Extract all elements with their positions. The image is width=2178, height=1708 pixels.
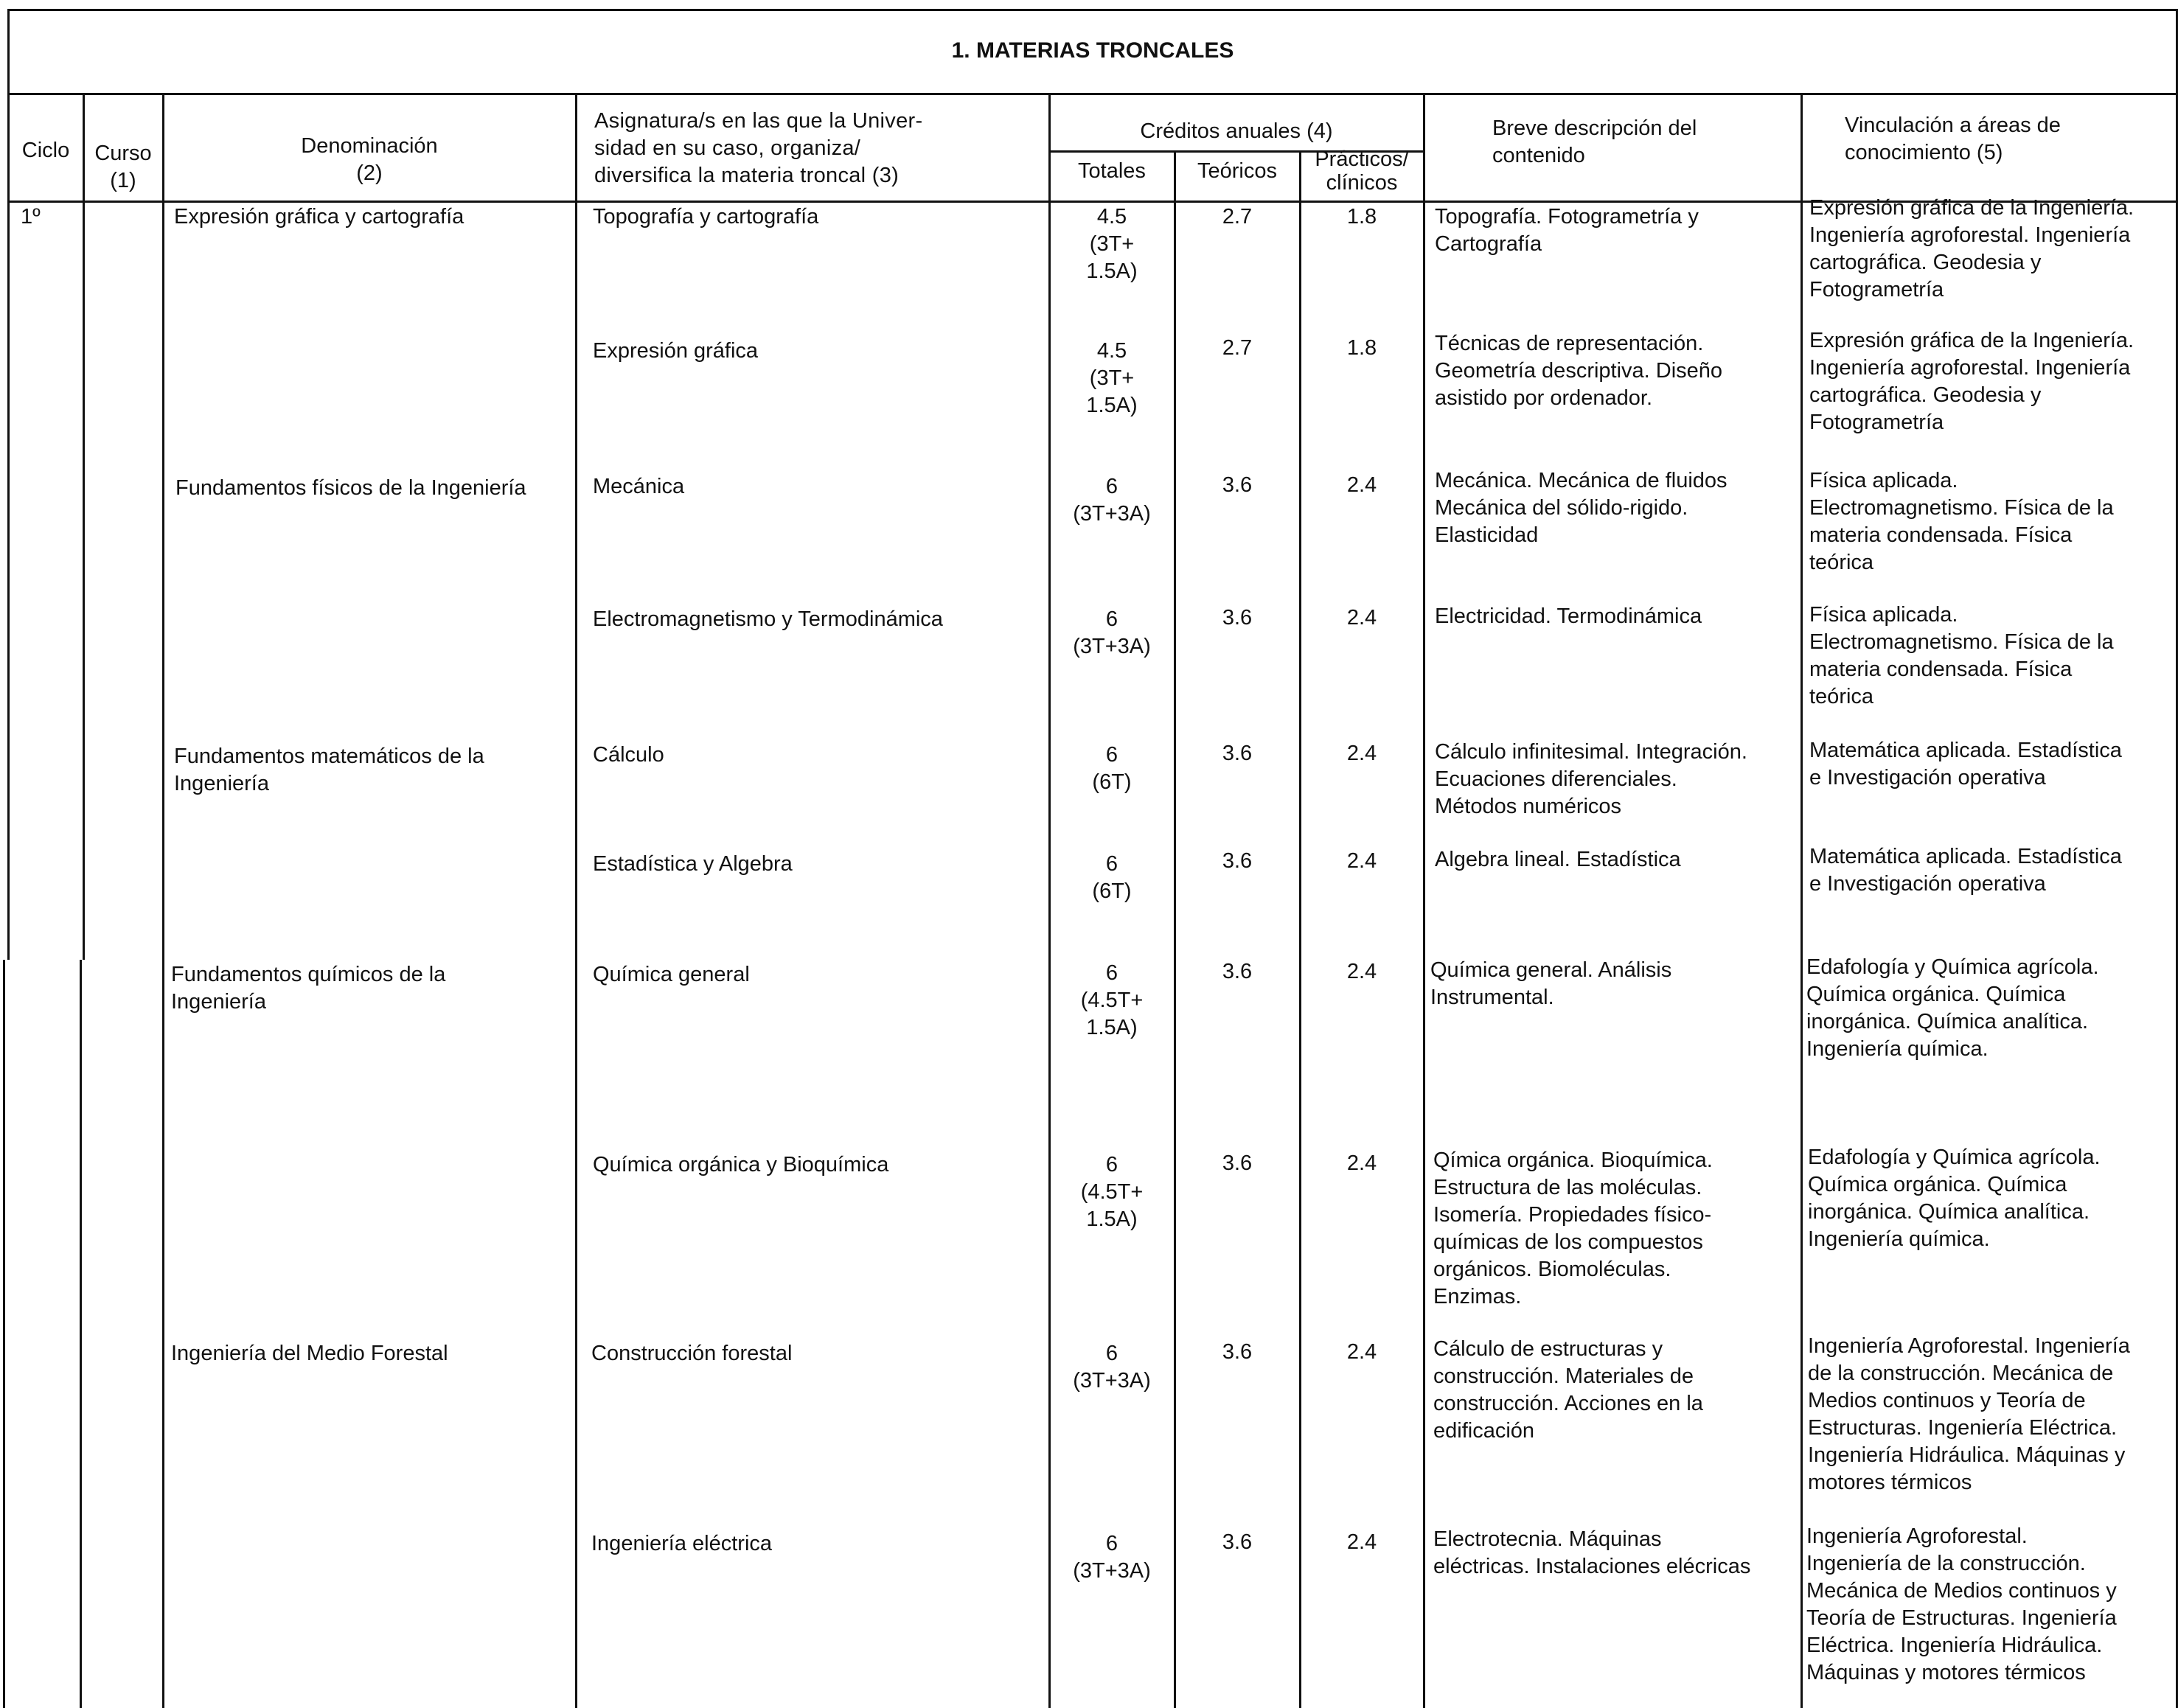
header-vinculacion: Vinculación a áreas de conocimiento (5) xyxy=(1845,114,2061,164)
vinculacion-cell: Expresión gráfica de la Ingeniería. Ingeniería agroforestal. Ingeniería cartográfica. Geodesia y Fotogrametría xyxy=(1809,196,2134,301)
teoricos-cell: 3.6 xyxy=(1222,1151,1253,1175)
asignatura-cell: Cálculo xyxy=(593,743,664,767)
totales-cell: 4.5 (3T+ 1.5A) xyxy=(1086,205,1138,283)
col-practicos-descripcion xyxy=(1423,93,1425,1708)
totales-cell: 6 (3T+3A) xyxy=(1073,1342,1151,1392)
descripcion-cell: Algebra lineal. Estadística xyxy=(1435,848,1681,871)
practicos-cell: 1.8 xyxy=(1346,205,1377,229)
col-teoricos-practicos xyxy=(1299,150,1301,1708)
table-title: 1. MATERIAS TRONCALES xyxy=(951,38,1234,63)
denominacion-fundamentos-quimicos: Fundamentos químicos de la Ingeniería xyxy=(171,963,446,1014)
table-top-border xyxy=(7,9,2178,11)
vinculacion-cell: Expresión gráfica de la Ingeniería. Ingeniería agroforestal. Ingeniería cartográfica. Geodesia y Fotogrametría xyxy=(1809,329,2134,434)
totales-cell: 6 (6T) xyxy=(1092,852,1132,903)
denominacion-fundamentos-fisicos: Fundamentos físicos de la Ingeniería xyxy=(175,476,526,500)
col-ciclo-curso xyxy=(83,93,85,960)
vinculacion-cell: Física aplicada. Electromagnetismo. Física de la materia condensada. Física teórica xyxy=(1809,603,2114,708)
ciclo-value: 1º xyxy=(21,205,41,229)
totales-cell: 6 (6T) xyxy=(1092,743,1132,794)
practicos-cell: 2.4 xyxy=(1346,1340,1377,1364)
totales-cell: 6 (3T+3A) xyxy=(1073,607,1151,658)
denominacion-medio-forestal: Ingeniería del Medio Forestal xyxy=(171,1342,448,1365)
col-totales-teoricos xyxy=(1174,150,1176,1708)
vinculacion-cell: Matemática aplicada. Estadística e Investigación operativa xyxy=(1809,845,2122,896)
denominacion-fundamentos-matematicos: Fundamentos matemáticos de la Ingeniería xyxy=(174,745,484,795)
vinculacion-cell: Ingeniería Agroforestal. Ingeniería de la construcción. Mecánica de Medios continuos y Teoría de Estructuras. Ingeniería Eléctrica. Ingeniería Hidráulica. Máquinas y motores térmicos xyxy=(1806,1524,2117,1684)
col-denominacion-asignatura xyxy=(575,93,577,1708)
asignatura-cell: Topografía y cartografía xyxy=(593,205,819,229)
teoricos-cell: 3.6 xyxy=(1222,1340,1253,1364)
header-asignatura: Asignatura/s en las que la Univer- sidad en su caso, organiza/ diversifica la materia troncal (3) xyxy=(594,109,923,187)
practicos-cell: 2.4 xyxy=(1346,960,1377,983)
asignatura-cell: Expresión gráfica xyxy=(593,339,759,363)
asignatura-cell: Ingeniería eléctrica xyxy=(591,1532,773,1555)
totales-cell: 6 (3T+3A) xyxy=(1073,1532,1151,1583)
header-creditos: Créditos anuales (4) xyxy=(1140,119,1333,143)
asignatura-cell: Química general xyxy=(593,963,750,986)
header-curso: Curso (1) xyxy=(94,142,152,192)
header-descripcion: Breve descripción del contenido xyxy=(1492,116,1697,167)
asignatura-cell: Mecánica xyxy=(593,475,685,498)
totales-cell: 4.5 (3T+ 1.5A) xyxy=(1086,339,1138,417)
header-denominacion: Denominación (2) xyxy=(301,134,438,185)
teoricos-cell: 2.7 xyxy=(1222,205,1253,229)
asignatura-cell: Química orgánica y Bioquímica xyxy=(593,1153,889,1177)
descripcion-cell: Electrotecnia. Máquinas eléctricas. Instalaciones elécricas xyxy=(1433,1527,1751,1578)
practicos-cell: 2.4 xyxy=(1346,849,1377,873)
header-ciclo: Ciclo xyxy=(21,139,70,162)
header-totales: Totales xyxy=(1078,159,1146,183)
teoricos-cell: 3.6 xyxy=(1222,1530,1253,1554)
col-descripcion-vinculacion xyxy=(1800,93,1803,1708)
teoricos-cell: 3.6 xyxy=(1222,473,1253,497)
title-bottom-border xyxy=(7,93,2178,95)
vinculacion-cell: Ingeniería Agroforestal. Ingeniería de la construcción. Mecánica de Medios continuos y Teoría de Estructuras. Ingeniería Eléctrica. Ingeniería Hidráulica. Máquinas y motores térmicos xyxy=(1808,1334,2130,1494)
teoricos-cell: 3.6 xyxy=(1222,606,1253,630)
asignatura-cell: Estadística y Algebra xyxy=(593,852,793,876)
vinculacion-cell: Edafología y Química agrícola. Química orgánica. Química inorgánica. Química analítica. Ingeniería química. xyxy=(1806,955,2099,1061)
practicos-cell: 2.4 xyxy=(1346,606,1377,630)
teoricos-cell: 2.7 xyxy=(1222,336,1253,360)
vinculacion-cell: Edafología y Química agrícola. Química orgánica. Química inorgánica. Química analítica. Ingeniería química. xyxy=(1808,1146,2101,1251)
teoricos-cell: 3.6 xyxy=(1222,849,1253,873)
teoricos-cell: 3.6 xyxy=(1222,960,1253,983)
col-curso-denominacion xyxy=(162,93,164,1708)
practicos-cell: 2.4 xyxy=(1346,1151,1377,1175)
practicos-cell: 2.4 xyxy=(1346,742,1377,765)
header-teoricos: Teóricos xyxy=(1197,159,1277,183)
descripcion-cell: Cálculo de estructuras y construcción. Materiales de construcción. Acciones en la edificación xyxy=(1433,1337,1703,1443)
practicos-cell: 2.4 xyxy=(1346,1530,1377,1554)
totales-cell: 6 (3T+3A) xyxy=(1073,475,1151,526)
descripcion-cell: Topografía. Fotogrametría y Cartografía xyxy=(1435,205,1699,256)
descripcion-cell: Qímica orgánica. Bioquímica. Estructura de las moléculas. Isomería. Propiedades físico- químicas de los compuestos orgánicos. Biomoléculas. Enzimas. xyxy=(1433,1148,1713,1308)
header-practicos: Prácticos/ clínicos xyxy=(1315,147,1409,195)
descripcion-cell: Electricidad. Termodinámica xyxy=(1435,604,1702,628)
practicos-cell: 1.8 xyxy=(1346,336,1377,360)
totales-cell: 6 (4.5T+ 1.5A) xyxy=(1080,1153,1144,1231)
teoricos-cell: 3.6 xyxy=(1222,742,1253,765)
vinculacion-cell: Física aplicada. Electromagnetismo. Física de la materia condensada. Física teórica xyxy=(1809,469,2114,574)
asignatura-cell: Construcción forestal xyxy=(591,1342,793,1365)
vinculacion-cell: Matemática aplicada. Estadística e Investigación operativa xyxy=(1809,739,2122,789)
asignatura-cell: Electromagnetismo y Termodinámica xyxy=(593,607,943,631)
descripcion-cell: Química general. Análisis Instrumental. xyxy=(1430,958,1672,1009)
descripcion-cell: Técnicas de representación. Geometría descriptiva. Diseño asistido por ordenador. xyxy=(1435,332,1723,410)
col-ciclo-curso-lower xyxy=(80,960,82,1708)
denominacion-expresion-grafica: Expresión gráfica y cartografía xyxy=(174,205,465,229)
descripcion-cell: Mecánica. Mecánica de fluidos Mecánica del sólido-rigido. Elasticidad xyxy=(1435,469,1728,547)
totales-cell: 6 (4.5T+ 1.5A) xyxy=(1080,961,1144,1039)
descripcion-cell: Cálculo infinitesimal. Integración. Ecuaciones diferenciales. Métodos numéricos xyxy=(1435,740,1747,818)
practicos-cell: 2.4 xyxy=(1346,473,1377,497)
table-left-border-lower xyxy=(3,960,5,1708)
